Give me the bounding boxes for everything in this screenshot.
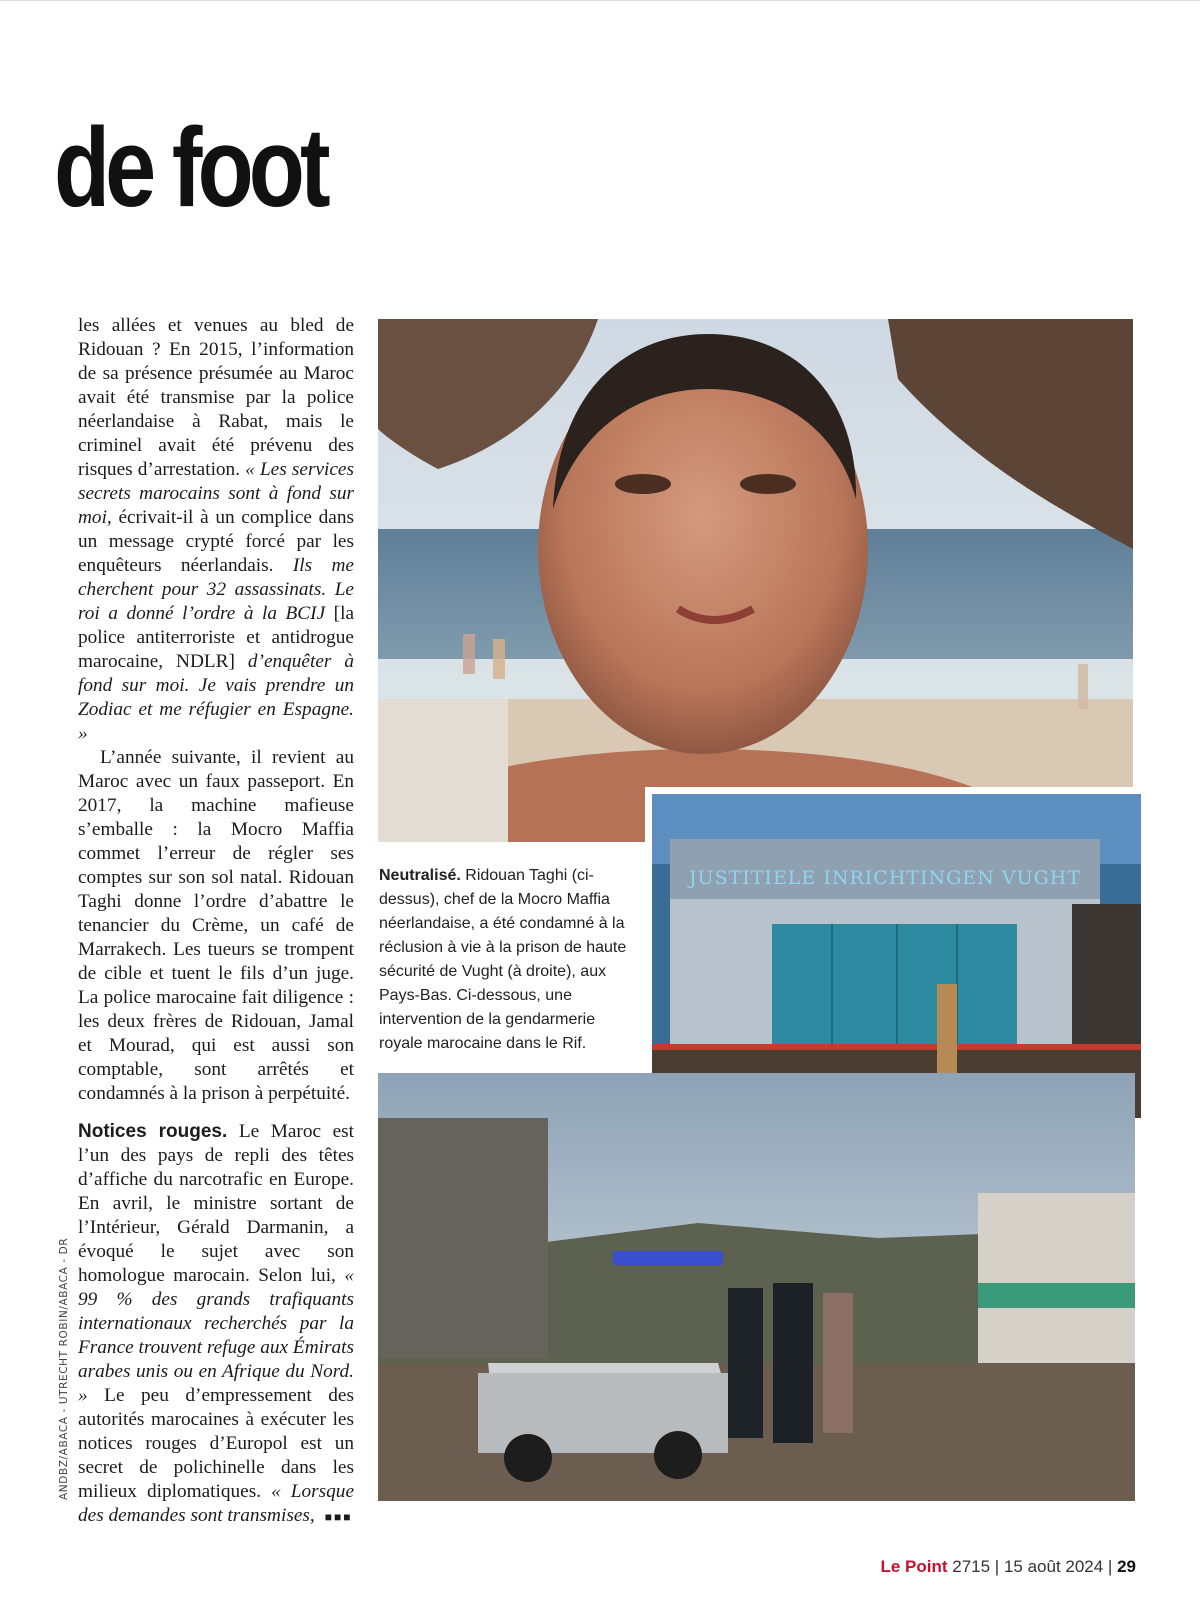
- subhead-notices-rouges: Notices rouges.: [78, 1121, 228, 1142]
- photo-credit: ANDBZ/ABACA - UTRECHT ROBIN/ABACA - DR: [58, 1237, 70, 1500]
- magazine-name: Le Point: [880, 1557, 948, 1576]
- page-footer: [880, 1557, 1136, 1577]
- prison-sign-text: JUSTITIELE INRICHTINGEN VUGHT: [688, 867, 1082, 889]
- issue-and-date: 2715 | 15 août 2024 |: [947, 1557, 1118, 1576]
- photo-caption: Neutralisé. Ridouan Taghi (ci-dessus), chef de la Mocro Maffia néerlandaise, a été condamné à la réclusion à vie à la prison de haute sécurité de Vught (à droite), aux Pays-Bas. Ci-dessous, une intervention de la gendarmerie royale marocaine dans le Rif.: [379, 867, 627, 1052]
- article-paragraph-2: L’année suivante, il revient au Maroc avec un faux passeport. En 2017, la machine mafieuse s’emballe : la Mocro Maffia commet l’erreur de régler ses comptes sur son sol natal. Ridouan Taghi donne l’ordre d’abattre le tenancier du Crème, un café de Marrakech. Les tueurs se trompent de cible et tuent le fils d’un juge. La police marocaine fait diligence : les deux frères de Ridouan, Jamal et Mourad, qui est aussi son comptable, sont arrêtés et condamnés à la prison à perpétuité.: [78, 747, 354, 1104]
- end-mark: ■■■: [324, 1509, 353, 1524]
- article-column: [78, 314, 354, 1529]
- headline: de foot: [54, 105, 326, 230]
- article-paragraph-1: les allées et venues au bled de Ridouan ? En 2015, l’information de sa présence présumée au Maroc avait été transmise par la police néerlandaise à Rabat, mais le criminel avait été prévenu des risques d’arrestation. « Les services secrets marocains sont à fond sur moi, écrivait-il à un complice dans un message crypté forcé par les enquêteurs néerlandais. Ils me cherchent pour 32 assassinats. Le roi a donné l’ordre à la BCIJ [la police antiterroriste et antidrogue marocaine, NDLR] d’enquêter à fond sur moi. Je vais prendre un Zodiac et me réfugier en Espagne. »: [78, 315, 354, 744]
- photo-ridouan-taghi-beach: [378, 319, 1133, 842]
- article-paragraph-3: Notices rouges. Le Maroc est l’un des pays de repli des têtes d’affiche du narcotrafic en Europe. En avril, le ministre sortant de l’Intérieur, Gérald Darmanin, a évoqué le sujet avec son homologue marocain. Selon lui, « 99 % des grands trafiquants internationaux recherchés par la France trouvent refuge aux Émirats arabes unis ou en Afrique du Nord. » Le peu d’empressement des autorités marocaines à exécuter les notices rouges d’Europol est un secret de polichinelle dans les milieux diplomatiques. « Lorsque des demandes sont transmises, ■■■: [78, 1120, 354, 1529]
- page-number: 29: [1117, 1557, 1136, 1576]
- page-border: [0, 0, 1200, 1]
- photo-gendarmerie-rif: [378, 1073, 1135, 1501]
